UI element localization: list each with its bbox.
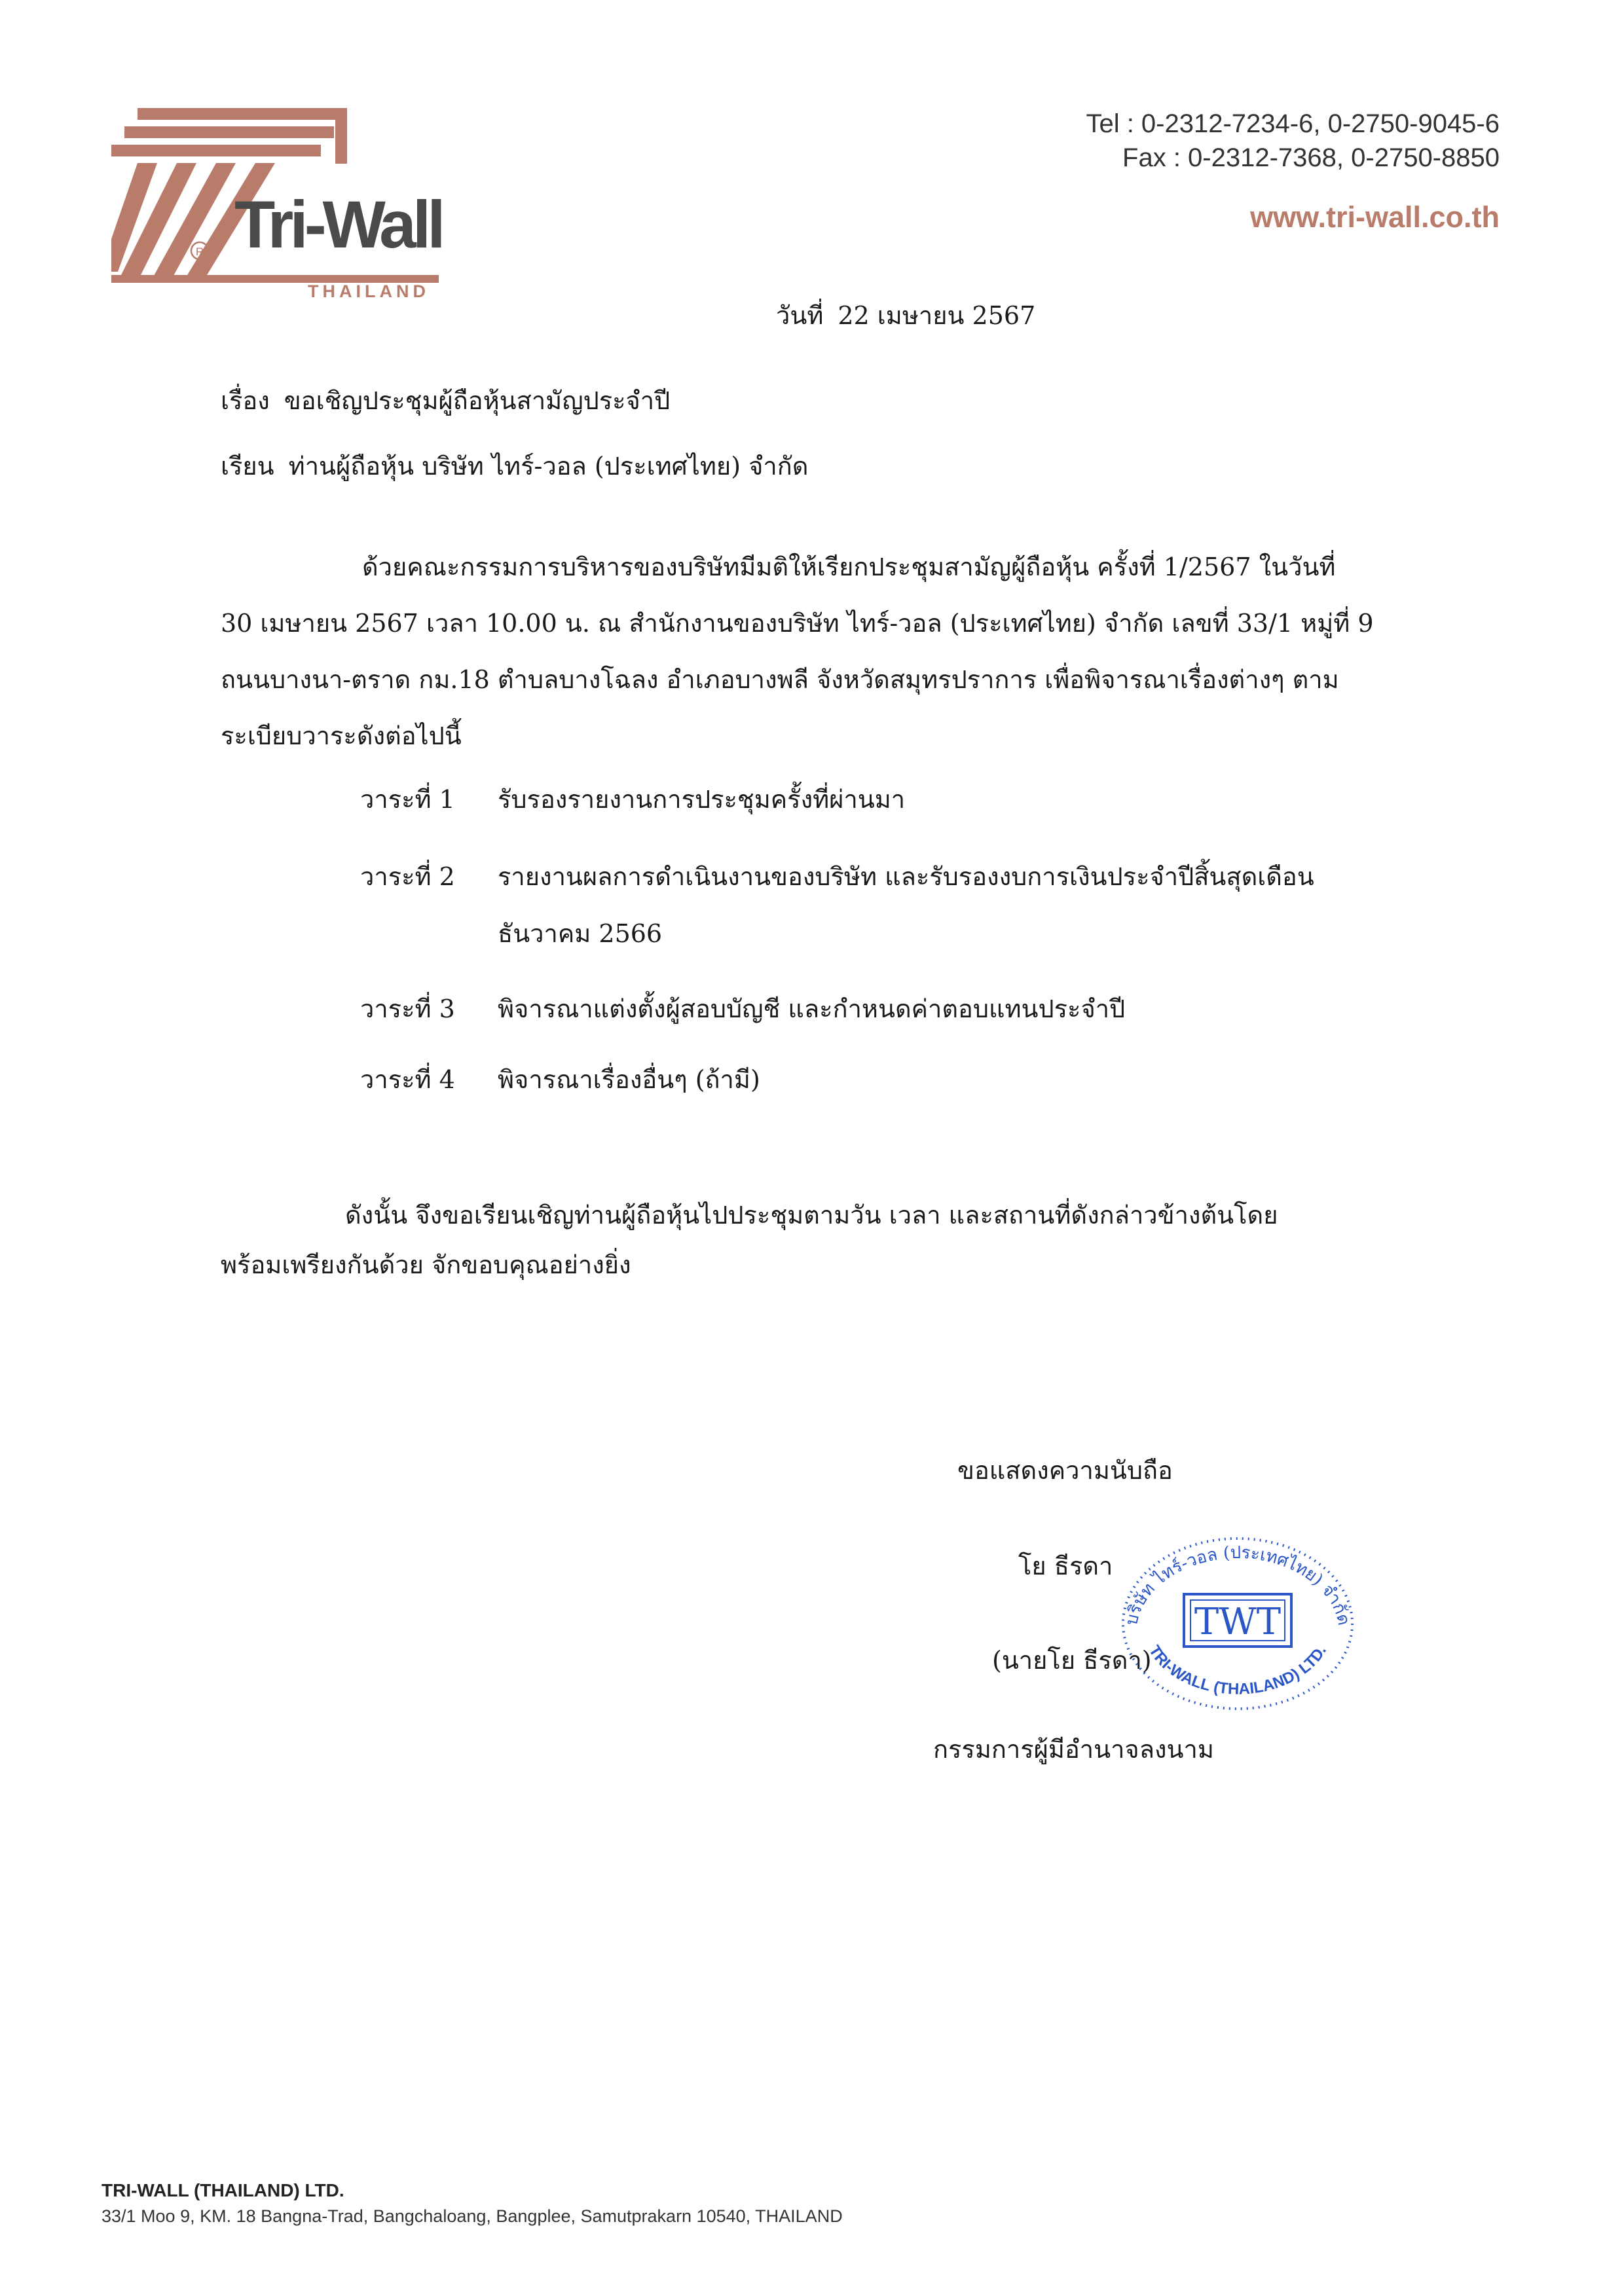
agenda-text-continued: ธันวาคม 2566 — [498, 919, 663, 948]
registered-mark: R — [195, 246, 204, 258]
subject-text: ขอเชิญประชุมผู้ถือหุ้นสามัญประจำปี — [284, 386, 671, 415]
addressee-label: เรียน — [221, 452, 274, 481]
agenda-number: วาระที่ 1 — [360, 785, 455, 814]
logo-wordmark: Tri-Wall — [234, 187, 442, 262]
agenda-text: รายงานผลการดำเนินงานของบริษัท และรับรองงบการเงินประจำปีสิ้นสุดเดือน — [498, 862, 1314, 891]
stamp-center-text: TWT — [1194, 1601, 1282, 1643]
signer-title: กรรมการผู้มีอำนาจลงนาม — [933, 1735, 1214, 1764]
tel-line: Tel : 0-2312-7234-6, 0-2750-9045-6 — [1086, 109, 1500, 138]
date-value: 22 เมษายน 2567 — [838, 301, 1036, 330]
addressee-text: ท่านผู้ถือหุ้น บริษัท ไทร์-วอล (ประเทศไทย) จำกัด — [288, 452, 809, 481]
agenda-text: รับรองรายงานการประชุมครั้งที่ผ่านมา — [498, 785, 906, 814]
signer-name: (นายโย ธีรดา) — [992, 1646, 1152, 1675]
website-link[interactable]: www.tri-wall.co.th — [1250, 200, 1500, 234]
closing-text: ขอแสดงความนับถือ — [957, 1456, 1173, 1485]
paragraph-line: ดังนั้น จึงขอเรียนเชิญท่านผู้ถือหุ้นไปประชุมตามวัน เวลา และสถานที่ดังกล่าวข้างต้นโดย — [345, 1201, 1278, 1230]
fax-line: Fax : 0-2312-7368, 0-2750-8850 — [1122, 143, 1500, 172]
body-paragraph-2 — [221, 1190, 1412, 1290]
agenda-number: วาระที่ 2 — [360, 862, 455, 891]
agenda-number: วาระที่ 3 — [360, 994, 455, 1023]
agenda-text: พิจารณาแต่งตั้งผู้สอบบัญชี และกำหนดค่าตอบแทนประจำปี — [498, 994, 1126, 1023]
footer-address: 33/1 Moo 9, KM. 18 Bangna-Trad, Bangchaloang, Bangplee, Samutprakarn 10540, THAILAND — [101, 2206, 843, 2226]
logo-subtext: THAILAND — [308, 282, 430, 301]
agenda-text: พิจารณาเรื่องอื่นๆ (ถ้ามี) — [498, 1065, 760, 1094]
paragraph-line: ถนนบางนา-ตราด กม.18 ตำบลบางโฉลง อำเภอบางพลี จังหวัดสมุทรปราการ เพื่อพิจารณาเรื่องต่างๆ ตาม — [221, 665, 1339, 694]
date-label: วันที่ — [776, 301, 824, 330]
addressee-line — [221, 450, 808, 483]
paragraph-line: ระเบียบวาระดังต่อไปนี้ — [221, 721, 462, 750]
paragraph-line: พร้อมเพรียงกันด้วย จักขอบคุณอย่างยิ่ง — [221, 1250, 631, 1279]
footer-company-name: TRI-WALL (THAILAND) LTD. — [101, 2180, 344, 2200]
subject-line — [221, 385, 670, 417]
stamp-top-text: บริษัท ไทร์-วอล (ประเทศไทย) จำกัด — [1121, 1542, 1354, 1628]
paragraph-line: 30 เมษายน 2567 เวลา 10.00 น. ณ สำนักงานของบริษัท ไทร์-วอล (ประเทศไทย) จำกัด เลขที่ 33/1 หมู่ที่ 9 — [221, 609, 1374, 638]
paragraph-line: ด้วยคณะกรรมการบริหารของบริษัทมีมติให้เรียกประชุมสามัญผู้ถือหุ้น ครั้งที่ 1/2567 ในวันที่ — [362, 553, 1336, 581]
agenda-number: วาระที่ 4 — [360, 1065, 455, 1094]
date-line — [776, 300, 1035, 332]
signature: โย ธีรดา — [1018, 1552, 1113, 1580]
stamp-bottom-text: TRI-WALL (THAILAND) LTD. — [1145, 1642, 1331, 1698]
company-stamp — [1107, 1525, 1369, 1715]
body-paragraph-1 — [221, 539, 1412, 764]
subject-label: เรื่อง — [221, 386, 270, 415]
